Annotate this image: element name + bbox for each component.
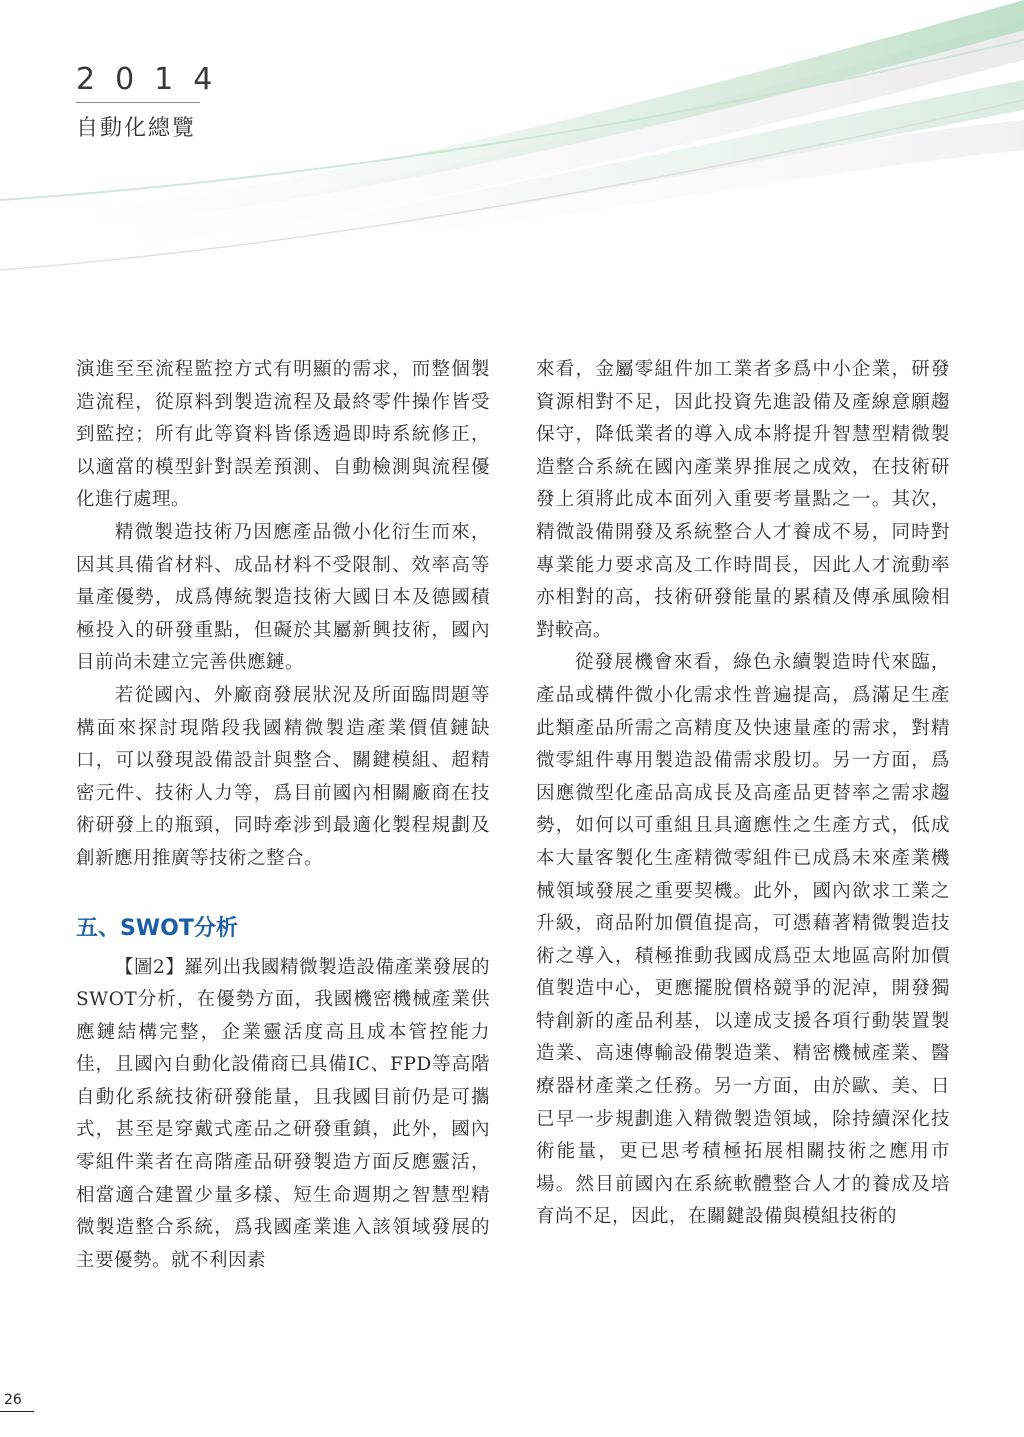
header-year: 2014 (76, 62, 233, 97)
left-column (76, 354, 490, 1277)
paragraph: 來看，金屬零組件加工業者多爲中小企業，研發資源相對不足，因此投資先進設備及產線意願趨保守，降低業者的導入成本將提升智慧型精微製造整合系統在國內產業界推展之成效，在技術研發上須將此成本面列入重要考量點之一。其次，精微設備開發及系統整合人才養成不易，同時對專業能力要求高及工作時間長，因此人才流動率亦相對的高，技術研發能量的累積及傳承風險相對較高。 (536, 359, 950, 641)
paragraph: 演進至至流程監控方式有明顯的需求，而整個製造流程，從原料到製造流程及最終零件操作皆受到監控；所有此等資料皆係透過即時系統修正，以適當的模型針對誤差預測、自動檢測與流程優化進行處理。 (76, 359, 490, 511)
page-number-rule (0, 1411, 34, 1412)
section-heading: 五、SWOT分析 (76, 915, 238, 941)
paragraph: 精微製造技術乃因應產品微小化衍生而來，因其具備省材料、成品材料不受限制、效率高等量產優勢，成爲傳統製造技術大國日本及德國積極投入的研發重點，但礙於其屬新興技術，國內目前尚未建立完善供應鏈。 (76, 521, 490, 674)
paragraph: 若從國內、外廠商發展狀況及所面臨問題等構面來探討現階段我國精微製造產業價值鏈缺口，可以發現設備設計與整合、關鍵模組、超精密元件、技術人力等，爲目前國內相關廠商在技術研發上的瓶頸，同時牽涉到最適化製程規劃及創新應用推廣等技術之整合。 (76, 684, 490, 869)
page-header (76, 62, 336, 142)
right-column (536, 354, 950, 1234)
header-series-title: 自動化總覽 (76, 116, 197, 141)
paragraph: 從發展機會來看，綠色永續製造時代來臨，產品或構件微小化需求性普遍提高，爲滿足生產此類產品所需之高精度及快速量產的需求，對精微零組件專用製造設備需求殷切。另一方面，爲因應微型化產品高成長及高產品更替率之需求趨勢，如何以可重組且具適應性之生產方式，低成本大量客製化生產精微零組件已成爲未來產業機械領域發展之重要契機。此外，國內欲求工業之升級，商品附加價值提高，可憑藉著精微製造技術之導入，積極推動我國成爲亞太地區高附加價值製造中心，更應擺脫價格競爭的泥淖，開發獨特創新的產品利基，以達成支援各項行動裝置製造業、高速傳輸設備製造業、精密機械產業、醫療器材產業之任務。另一方面，由於歐、美、日已早一步規劃進入精微製造領域，除持續深化技術能量，更已思考積極拓展相關技術之應用市場。然目前國內在系統軟體整合人才的養成及培育尚不足，因此，在關鍵設備與模組技術的 (536, 652, 950, 1228)
header-swoosh-graphic (0, 0, 1024, 300)
page-number: 26 (4, 1392, 22, 1408)
paragraph: 【圖2】羅列出我國精微製造設備產業發展的 SWOT分析，在優勢方面，我國機密機械產業供應鏈結構完整，企業靈活度高且成本管控能力佳，且國內自動化設備商已具備IC、FPD等高階自動化系統技術研發能量，且我國目前仍是可攜式，甚至是穿戴式產品之研發重鎮，此外，國內零組件業者在高階產品研發製造方面反應靈活，相當適合建置少量多樣、短生命週期之智慧型精微製造整合系統，爲我國產業進入該領域發展的主要優勢。就不利因素 (76, 956, 490, 1271)
header-divider (76, 102, 200, 103)
